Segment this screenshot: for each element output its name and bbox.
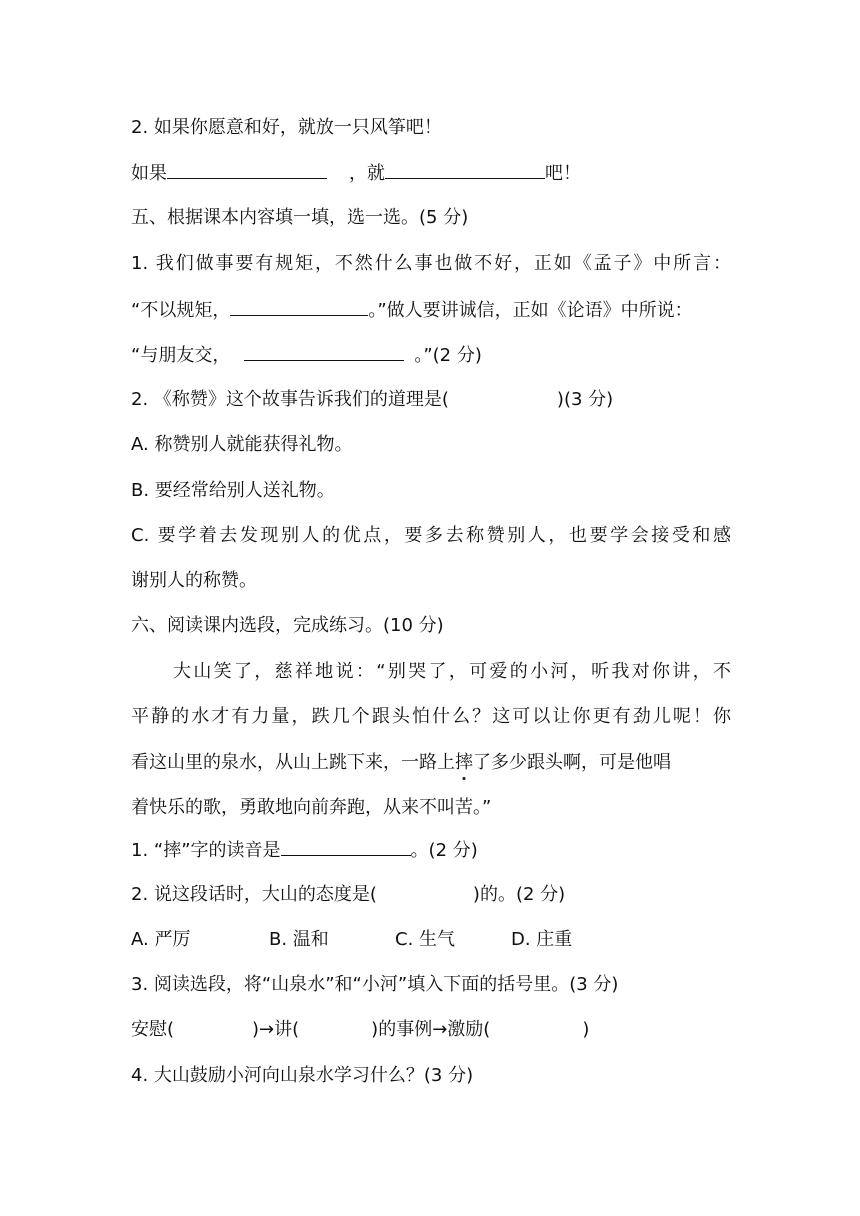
emphasis-dot-char: 摔 [455,752,473,773]
passage-line3-prefix: 看这山里的泉水，从山上跳下来，一路上 [131,752,455,773]
s6-q3 [131,974,731,996]
s6-option-c[interactable]: C. 生气 [395,929,456,950]
s6-q3-text: 3. 阅读选段，将“山泉水”和“小河”填入下面的括号里。(3 分) [131,974,619,995]
q4-2-sentence [131,117,731,139]
s5-q1-line3 [131,344,731,367]
section-6-heading-text: 六、阅读课内选段，完成练习。(10 分) [131,615,444,636]
s6-q2-prefix: 2. 说这段话时，大山的态度是( [131,884,377,905]
passage-line3 [131,752,731,774]
fill-blank-1[interactable] [167,162,327,179]
s5-q1-line3-prefix: “与朋友交， [131,345,231,366]
fill-middle: ，就 [349,163,385,184]
section-5-heading [131,207,731,229]
chain-tell: )→讲( [252,1019,300,1040]
s6-q2-suffix: )的。(2 分) [472,884,566,905]
q4-2-sentence-text: 2. 如果你愿意和好，就放一只风筝吧！ [131,117,442,138]
passage-line1 [173,661,731,683]
s5-q1-line3-suffix: 。”(2 分) [414,345,482,366]
pinyin-blank[interactable] [281,839,411,856]
fill-prefix: 如果 [131,163,167,184]
s5-option-c-line2 [131,570,731,592]
chain-close: ) [582,1019,590,1040]
s5-option-c-line1-text: C. 要学着去发现别人的优点，要多去称赞别人，也要学会接受和感 [131,525,731,546]
s5-option-b-text: B. 要经常给别人送礼物。 [131,480,335,501]
s6-option-d[interactable]: D. 庄重 [511,929,573,950]
passage-line2-text: 平静的水才有力量，跌几个跟头怕什么？这可以让你更有劲儿呢！你 [131,706,731,727]
s5-q1-line2-suffix: 。”做人要讲诚信，正如《论语》中所说： [368,300,693,321]
fill-blank-2[interactable] [385,162,545,179]
s6-q2 [131,884,731,906]
s5-option-c-line1 [131,525,731,547]
passage-line3-suffix: 了多少跟头啊，可是他唱 [473,752,671,773]
q4-2-fill-line [131,162,731,185]
mencius-blank[interactable] [230,299,368,316]
s6-q4-text: 4. 大山鼓励小河向山泉水学习什么？(3 分) [131,1065,474,1086]
chain-comfort: 安慰( [131,1019,175,1040]
passage-line4-text: 着快乐的歌，勇敢地向前奔跑，从来不叫苦。” [131,797,492,818]
s6-q1-prefix: 1. “摔”字的读音是 [131,840,281,861]
s5-option-a-text: A. 称赞别人就能获得礼物。 [131,434,353,455]
s5-q2 [131,389,731,411]
s6-option-b[interactable]: B. 温和 [269,929,329,950]
s6-q1-suffix: 。(2 分) [410,840,478,861]
s5-q2-suffix: )(3 分) [556,389,614,410]
s6-q4 [131,1065,731,1087]
s6-q1 [131,839,731,862]
s5-q1-line1 [131,253,731,275]
s5-option-a [131,434,731,456]
s6-option-a[interactable]: A. 严厉 [131,929,191,950]
s5-q1-line1-text: 1. 我们做事要有规矩，不然什么事也做不好，正如《孟子》中所言： [131,253,731,274]
fill-suffix: 吧！ [545,163,581,184]
passage-line2 [131,706,731,728]
section-5-heading-text: 五、根据课本内容填一填，选一选。(5 分) [131,207,469,228]
s5-q2-prefix: 2. 《称赞》这个故事告诉我们的道理是( [131,389,449,410]
s5-option-b [131,480,731,502]
s5-q1-line2-prefix: “不以规矩， [131,300,231,321]
passage-line4 [131,797,731,819]
section-6-heading [131,615,731,637]
chain-encourage: )的事例→激励( [371,1019,491,1040]
analects-blank[interactable] [244,344,404,361]
s6-q3-chain [131,1019,731,1041]
s5-q1-line2 [131,299,731,322]
passage-line1-text: 大山笑了，慈祥地说：“别哭了，可爱的小河，听我对你讲，不 [173,661,731,682]
s5-option-c-line2-text: 谢别人的称赞。 [131,570,257,591]
s6-q2-options [131,929,731,951]
